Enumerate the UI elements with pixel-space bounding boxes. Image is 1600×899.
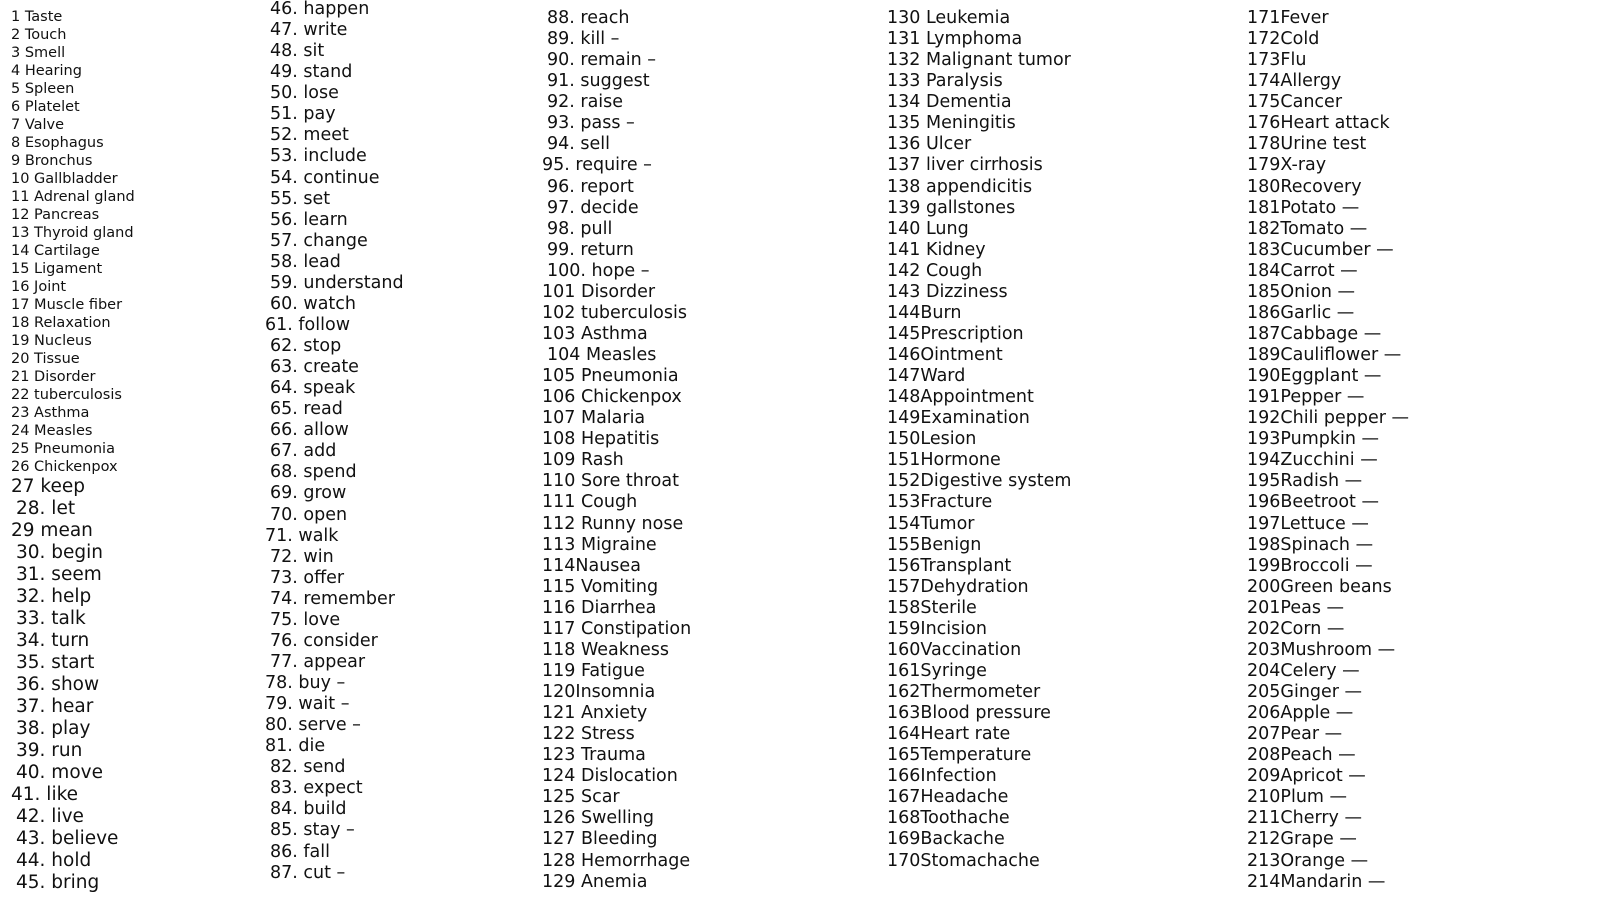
list-item: 125 Scar [542, 787, 620, 808]
list-item: 28. let [16, 498, 76, 519]
list-item: 212Grape — [1247, 829, 1357, 850]
list-item: 26 Chickenpox [11, 459, 118, 475]
list-item: 178Urine test [1247, 134, 1367, 155]
list-item: 105 Pneumonia [542, 366, 679, 387]
list-item: 202Corn — [1247, 618, 1345, 639]
list-item: 159Incision [887, 618, 987, 639]
list-item: 85. stay – [270, 820, 355, 841]
list-item: 23 Asthma [11, 405, 90, 421]
list-item: 137 liver cirrhosis [887, 155, 1043, 176]
list-item: 102 tuberculosis [542, 302, 687, 323]
list-item: 32. help [16, 586, 92, 607]
list-item: 117 Constipation [542, 618, 692, 639]
list-item: 50. lose [270, 83, 339, 104]
list-item: 185Onion — [1247, 281, 1355, 302]
list-item: 78. buy – [265, 673, 346, 693]
list-item: 191Pepper — [1247, 387, 1365, 408]
list-item: 108 Hepatitis [542, 429, 660, 450]
list-item: 53. include [270, 146, 367, 167]
list-item: 41. like [11, 784, 79, 805]
list-item: 47. write [270, 20, 348, 41]
list-item: 18 Relaxation [11, 315, 111, 331]
list-item: 51. pay [270, 104, 336, 125]
list-item: 203Mushroom — [1247, 639, 1396, 660]
list-item: 146Ointment [887, 345, 1003, 365]
list-item: 183Cucumber — [1247, 239, 1394, 260]
list-item: 37. hear [16, 696, 94, 717]
list-item: 171Fever [1247, 8, 1329, 28]
list-item: 27 keep [11, 476, 85, 497]
list-item: 135 Meningitis [887, 113, 1016, 134]
list-item: 42. live [16, 806, 84, 827]
list-item: 154Tumor [887, 513, 975, 534]
list-item: 130 Leukemia [887, 8, 1011, 28]
list-item: 17 Muscle fiber [11, 297, 123, 313]
list-item: 36. show [16, 674, 100, 695]
list-item: 198Spinach — [1247, 534, 1374, 555]
list-item: 142 Cough [887, 260, 983, 281]
list-item: 22 tuberculosis [11, 387, 122, 403]
list-item: 98. pull [547, 218, 613, 239]
list-item: 33. talk [16, 608, 86, 629]
list-item: 66. allow [270, 420, 349, 441]
list-item: 172Cold [1247, 29, 1320, 50]
list-item: 48. sit [270, 41, 325, 62]
list-item: 167Headache [887, 787, 1009, 808]
list-item: 115 Vomiting [542, 576, 659, 597]
list-item: 67. add [270, 441, 337, 462]
list-item: 31. seem [16, 564, 102, 585]
list-item: 60. watch [270, 293, 357, 314]
list-item: 148Appointment [887, 387, 1034, 408]
list-item: 92. raise [547, 92, 624, 113]
list-item: 133 Paralysis [887, 71, 1003, 92]
list-item: 83. expect [270, 778, 363, 799]
list-item: 163Blood pressure [887, 703, 1051, 724]
list-item: 209Apricot — [1247, 766, 1366, 787]
list-item: 95. require – [542, 155, 652, 176]
list-item: 120Insomnia [542, 682, 656, 702]
list-item: 8 Esophagus [11, 135, 104, 151]
list-item: 14 Cartilage [11, 243, 100, 259]
list-item: 72. win [270, 546, 334, 567]
list-item: 169Backache [887, 829, 1005, 850]
list-item: 69. grow [270, 483, 347, 504]
list-item: 30. begin [16, 542, 104, 563]
list-item: 186Garlic — [1247, 302, 1355, 323]
list-item: 143 Dizziness [887, 281, 1008, 302]
list-item: 82. send [270, 757, 346, 778]
list-item: 204Celery — [1247, 660, 1360, 681]
list-item: 65. read [270, 399, 343, 420]
list-item: 150Lesion [887, 429, 977, 450]
list-item: 197Lettuce — [1247, 513, 1369, 534]
list-item: 75. love [270, 609, 341, 630]
list-item: 100. hope – [547, 260, 650, 281]
list-item: 210Plum — [1247, 787, 1348, 808]
list-item: 2 Touch [11, 27, 67, 43]
list-item: 109 Rash [542, 450, 624, 471]
list-item: 44. hold [16, 850, 92, 871]
list-item: 103 Asthma [542, 323, 648, 344]
list-item: 132 Malignant tumor [887, 50, 1071, 71]
list-item: 162Thermometer [887, 682, 1041, 702]
list-item: 13 Thyroid gland [11, 225, 134, 241]
list-item: 161Syringe [887, 660, 987, 681]
list-item: 24 Measles [11, 423, 93, 439]
list-item: 49. stand [270, 62, 353, 83]
list-item: 166Infection [887, 766, 997, 787]
list-item: 52. meet [270, 125, 349, 146]
list-item: 179X-ray [1247, 155, 1327, 176]
list-item: 114Nausea [542, 555, 641, 576]
list-item: 213Orange — [1247, 850, 1369, 871]
list-item: 158Sterile [887, 597, 977, 618]
list-item: 140 Lung [887, 218, 969, 239]
list-item: 128 Hemorrhage [542, 850, 691, 871]
list-item: 34. turn [16, 630, 90, 651]
list-item: 15 Ligament [11, 261, 103, 277]
list-item: 56. learn [270, 209, 348, 230]
list-item: 196Beetroot — [1247, 492, 1379, 513]
list-item: 110 Sore throat [542, 471, 679, 492]
list-item: 149Examination [887, 408, 1030, 429]
list-item: 122 Stress [542, 724, 635, 745]
list-item: 79. wait – [265, 694, 350, 715]
list-item: 123 Trauma [542, 745, 646, 766]
list-item: 77. appear [270, 651, 366, 672]
list-item: 88. reach [547, 8, 630, 28]
list-item: 86. fall [270, 841, 331, 862]
list-item: 91. suggest [547, 71, 650, 92]
list-item: 81. die [265, 736, 326, 757]
list-item: 89. kill – [547, 29, 620, 50]
list-item: 94. sell [547, 134, 611, 155]
list-item: 58. lead [270, 251, 341, 272]
list-item: 184Carrot — [1247, 260, 1358, 281]
list-item: 180Recovery [1247, 176, 1362, 197]
list-item: 199Broccoli — [1247, 555, 1373, 576]
list-item: 25 Pneumonia [11, 441, 115, 457]
list-item: 38. play [16, 718, 91, 739]
list-item: 145Prescription [887, 323, 1024, 344]
list-item: 87. cut – [270, 862, 346, 883]
list-item: 195Radish — [1247, 471, 1363, 492]
list-item: 93. pass – [547, 113, 635, 134]
list-item: 76. consider [270, 630, 378, 651]
list-item: 59. understand [270, 272, 404, 293]
list-item: 181Potato — [1247, 197, 1360, 218]
list-item: 90. remain – [547, 50, 657, 71]
list-item: 5 Spleen [11, 81, 75, 97]
list-item: 175Cancer [1247, 92, 1343, 113]
list-item: 35. start [16, 652, 95, 673]
list-item: 192Chili pepper — [1247, 408, 1409, 429]
list-item: 124 Dislocation [542, 766, 678, 787]
word-column-3 [542, 8, 692, 893]
list-item: 126 Swelling [542, 808, 654, 829]
list-item: 211Cherry — [1247, 808, 1362, 829]
list-item: 64. speak [270, 378, 356, 399]
list-item: 29 mean [11, 520, 93, 541]
list-item: 116 Diarrhea [542, 597, 657, 618]
list-item: 40. move [16, 762, 103, 783]
list-item: 168Toothache [887, 808, 1010, 829]
list-item: 12 Pancreas [11, 207, 100, 223]
list-item: 139 gallstones [887, 197, 1016, 218]
list-item: 96. report [547, 176, 634, 197]
list-item: 200Green beans [1247, 576, 1392, 597]
list-item: 54. continue [270, 167, 380, 188]
list-item: 61. follow [265, 314, 351, 335]
list-item: 194Zucchini — [1247, 450, 1378, 471]
list-item: 84. build [270, 799, 347, 820]
list-item: 46. happen [270, 0, 370, 19]
list-item: 190Eggplant — [1247, 366, 1382, 387]
list-item: 138 appendicitis [887, 176, 1033, 197]
list-item: 1 Taste [11, 9, 63, 25]
list-item: 151Hormone [887, 450, 1001, 471]
list-item: 62. stop [270, 336, 342, 356]
list-item: 57. change [270, 230, 368, 251]
list-item: 80. serve – [265, 715, 361, 736]
list-item: 6 Platelet [11, 99, 80, 115]
list-item: 207Pear — [1247, 724, 1343, 745]
list-item: 97. decide [547, 197, 639, 218]
list-item: 71. walk [265, 525, 339, 546]
list-item: 21 Disorder [11, 369, 96, 385]
list-item: 156Transplant [887, 555, 1012, 576]
list-item: 182Tomato — [1247, 218, 1368, 239]
list-item: 189Cauliflower — [1247, 345, 1402, 365]
list-item: 174Allergy [1247, 71, 1342, 92]
list-item: 106 Chickenpox [542, 387, 682, 408]
list-item: 136 Ulcer [887, 134, 972, 155]
list-item: 101 Disorder [542, 281, 656, 302]
list-item: 63. create [270, 357, 359, 378]
list-item: 113 Migraine [542, 534, 657, 555]
list-item: 206Apple — [1247, 703, 1354, 724]
list-item: 208Peach — [1247, 745, 1356, 766]
list-item: 16 Joint [11, 279, 67, 295]
list-item: 11 Adrenal gland [11, 189, 135, 205]
list-item: 45. bring [16, 872, 100, 893]
list-item: 55. set [270, 188, 331, 209]
list-item: 121 Anxiety [542, 703, 648, 724]
list-item: 147Ward [887, 366, 966, 387]
list-item: 152Digestive system [887, 471, 1072, 492]
list-item: 118 Weakness [542, 639, 669, 660]
list-item: 7 Valve [11, 117, 65, 133]
list-item: 165Temperature [887, 745, 1032, 766]
list-item: 19 Nucleus [11, 333, 92, 349]
list-item: 173Flu [1247, 50, 1307, 71]
list-item: 160Vaccination [887, 639, 1022, 660]
list-item: 107 Malaria [542, 408, 646, 429]
list-item: 131 Lymphoma [887, 29, 1023, 50]
list-item: 3 Smell [11, 45, 66, 61]
list-item: 164Heart rate [887, 724, 1011, 745]
list-item: 214Mandarin — [1247, 871, 1386, 892]
word-column-5 [1247, 8, 1409, 893]
list-item: 141 Kidney [887, 239, 986, 260]
list-item: 70. open [270, 504, 348, 525]
list-item: 111 Cough [542, 492, 638, 513]
list-item: 187Cabbage — [1247, 323, 1382, 344]
list-item: 201Peas — [1247, 597, 1345, 618]
list-item: 170Stomachache [887, 850, 1040, 871]
list-item: 39. run [16, 740, 83, 761]
list-item: 112 Runny nose [542, 513, 684, 534]
list-item: 176Heart attack [1247, 113, 1390, 134]
list-item: 68. spend [270, 462, 357, 483]
list-item: 9 Bronchus [11, 153, 93, 169]
list-item: 119 Fatigue [542, 660, 645, 681]
list-item: 10 Gallbladder [11, 171, 118, 187]
list-item: 144Burn [887, 302, 962, 323]
list-item: 153Fracture [887, 492, 993, 513]
list-item: 104 Measles [547, 345, 657, 365]
list-item: 99. return [547, 239, 634, 260]
word-column-2 [265, 0, 404, 884]
list-item: 20 Tissue [11, 351, 80, 367]
list-item: 43. believe [16, 828, 119, 849]
word-column-4 [887, 8, 1071, 872]
list-item: 74. remember [270, 588, 395, 609]
list-item: 157Dehydration [887, 576, 1029, 597]
list-item: 127 Bleeding [542, 829, 658, 850]
list-item: 129 Anemia [542, 871, 648, 892]
list-item: 4 Hearing [11, 63, 82, 79]
list-item: 134 Dementia [887, 92, 1012, 113]
list-item: 73. offer [270, 567, 345, 588]
list-item: 155Benign [887, 534, 982, 555]
list-item: 205Ginger — [1247, 682, 1363, 702]
list-item: 193Pumpkin — [1247, 429, 1380, 450]
word-column-1 [11, 8, 135, 894]
